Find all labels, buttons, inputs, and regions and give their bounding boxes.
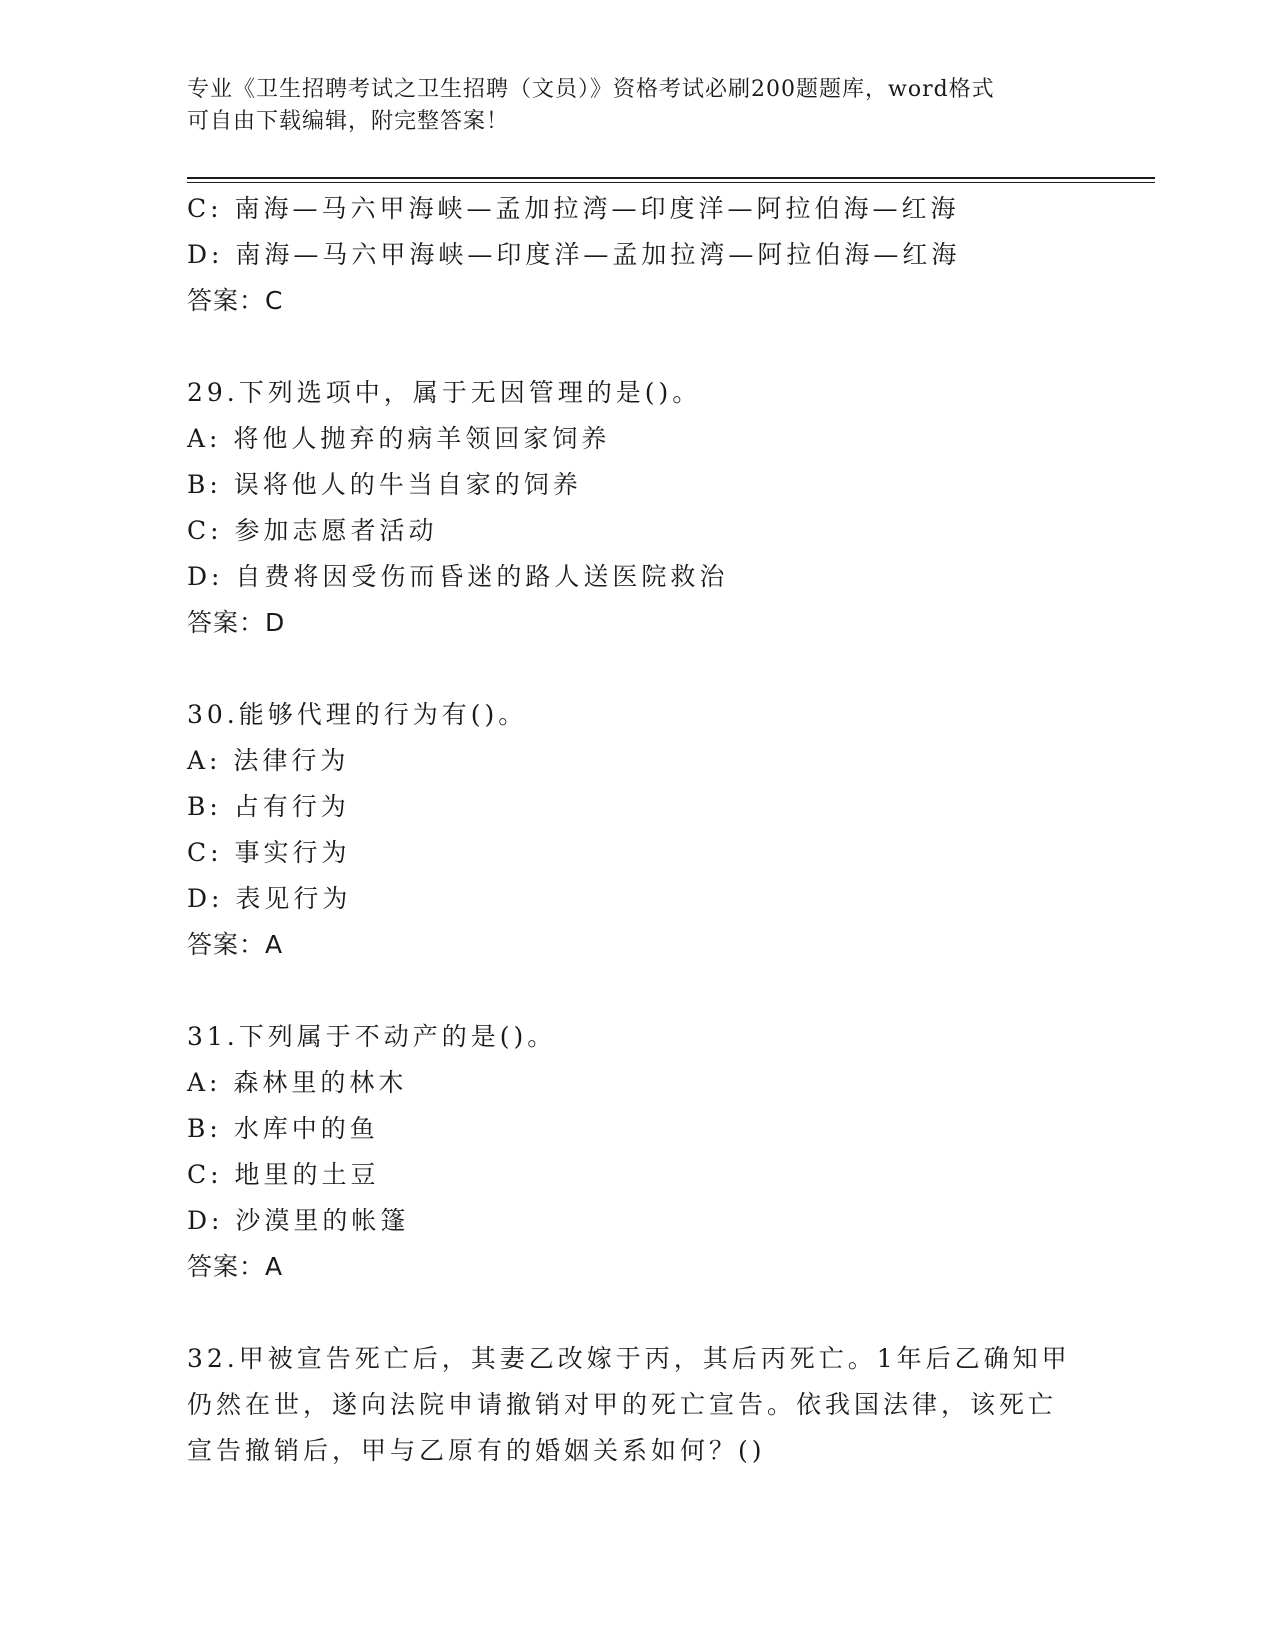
header-divider-thick: [187, 177, 1155, 179]
question-stem: 31.下列属于不动产的是()。: [187, 1022, 557, 1051]
question-stem: 29.下列选项中，属于无因管理的是()。: [187, 378, 702, 407]
header-line-2: 可自由下载编辑，附完整答案！: [187, 109, 510, 134]
question-list: [187, 186, 1087, 1474]
option-c: C: 地里的土豆: [187, 1160, 380, 1189]
option-d: D: 自费将因受伤而昏迷的路人送医院救治: [187, 562, 729, 591]
answer-line: 答案：C: [187, 286, 284, 315]
option-b: B: 误将他人的牛当自家的饲养: [187, 470, 582, 499]
header-line-1: 专业《卫生招聘考试之卫生招聘（文员）》资格考试必刷200题题库，word格式: [187, 77, 995, 102]
option-d: D: 南海—马六甲海峡—印度洋—孟加拉湾—阿拉伯海—红海: [187, 240, 961, 269]
question-31: [187, 1014, 1087, 1290]
option-a: A: 将他人抛弃的病羊领回家饲养: [187, 424, 611, 453]
answer-line: 答案：A: [187, 930, 284, 959]
document-header: [187, 74, 1087, 138]
answer-line: 答案：A: [187, 1252, 284, 1281]
question-stem-line-2: 仍然在世，遂向法院申请撤销对甲的死亡宣告。依我国法律，该死亡: [187, 1390, 1058, 1419]
option-d: D: 表见行为: [187, 884, 352, 913]
option-a: A: 法律行为: [187, 746, 350, 775]
spacer: [187, 646, 1087, 692]
question-stem-line-3: 宣告撤销后，甲与乙原有的婚姻关系如何？(): [187, 1436, 766, 1465]
question-stem: 30.能够代理的行为有()。: [187, 700, 528, 729]
spacer: [187, 968, 1087, 1014]
option-d: D: 沙漠里的帐篷: [187, 1206, 410, 1235]
header-divider-thin: [187, 182, 1155, 183]
question-32: [187, 1336, 1087, 1474]
question-stem-line-1: 32.甲被宣告死亡后，其妻乙改嫁于丙，其后丙死亡。1年后乙确知甲: [187, 1344, 1071, 1373]
answer-line: 答案：D: [187, 608, 286, 637]
question-30: [187, 692, 1087, 968]
option-b: B: 占有行为: [187, 792, 350, 821]
option-c: C: 事实行为: [187, 838, 351, 867]
spacer: [187, 1290, 1087, 1336]
spacer: [187, 324, 1087, 370]
option-c: C: 南海—马六甲海峡—孟加拉湾—印度洋—阿拉伯海—红海: [187, 194, 960, 223]
option-c: C: 参加志愿者活动: [187, 516, 438, 545]
option-a: A: 森林里的林木: [187, 1068, 408, 1097]
question-28-tail: [187, 186, 1087, 324]
question-29: [187, 370, 1087, 646]
option-b: B: 水库中的鱼: [187, 1114, 379, 1143]
